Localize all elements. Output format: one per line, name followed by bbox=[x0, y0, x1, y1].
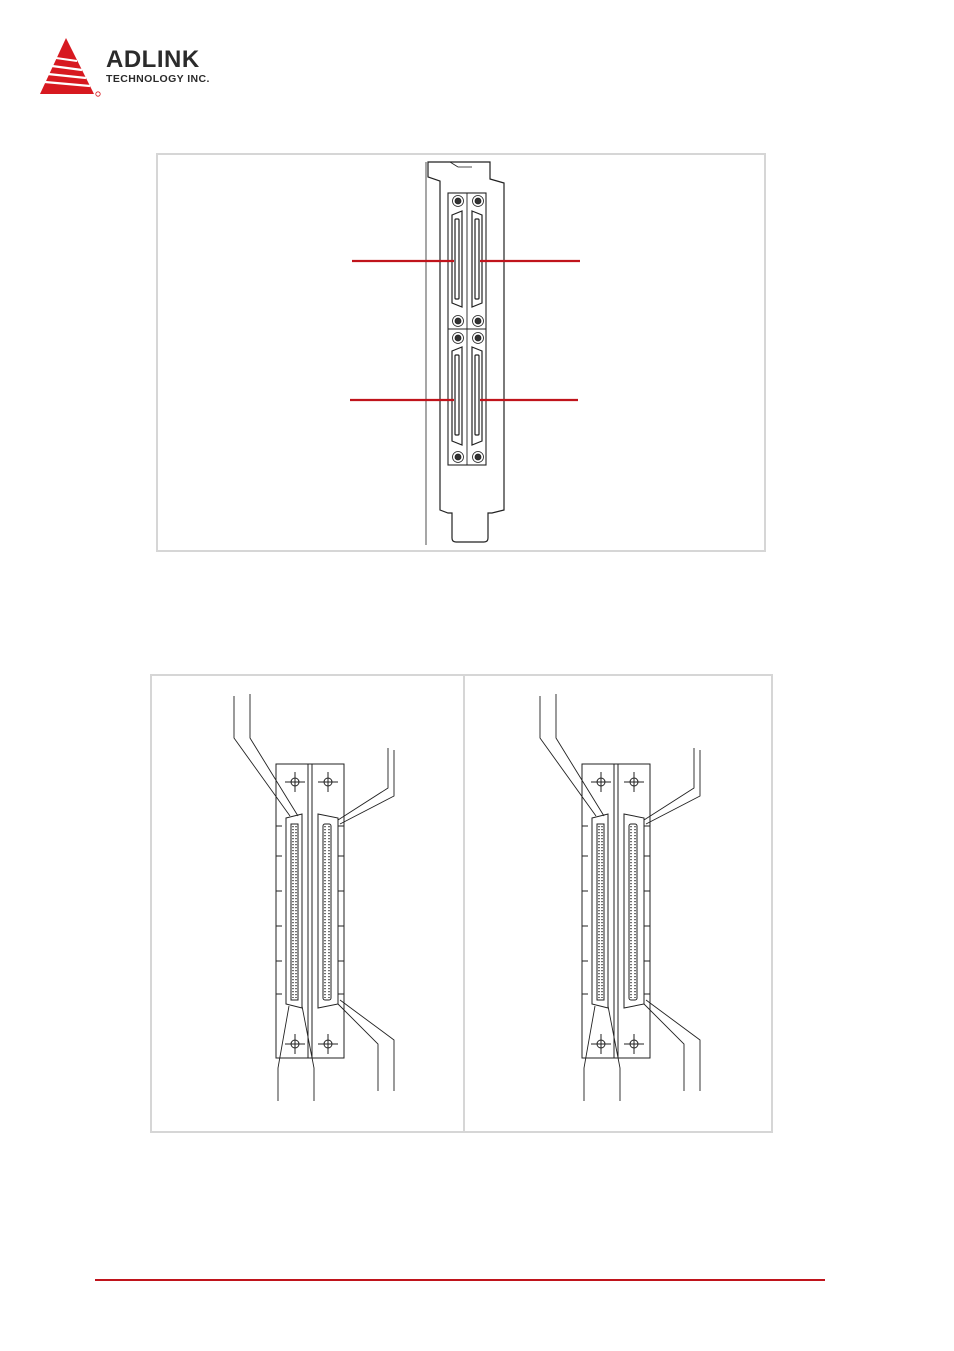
brand-text bbox=[106, 48, 210, 85]
brand-name: ADLINK bbox=[106, 46, 200, 73]
connector-pinout-figure bbox=[150, 674, 773, 1133]
footer-rule bbox=[95, 1279, 825, 1281]
brand-subtitle: TECHNOLOGY INC. bbox=[106, 73, 210, 85]
pinout-panel-right bbox=[540, 694, 700, 1101]
bracket-connectors-drawing bbox=[158, 155, 764, 550]
adlink-triangle-logo-icon bbox=[38, 36, 104, 100]
pinout-panel-left bbox=[234, 694, 394, 1101]
connector-pinout-drawing bbox=[152, 676, 771, 1131]
bracket-figure bbox=[156, 153, 766, 552]
